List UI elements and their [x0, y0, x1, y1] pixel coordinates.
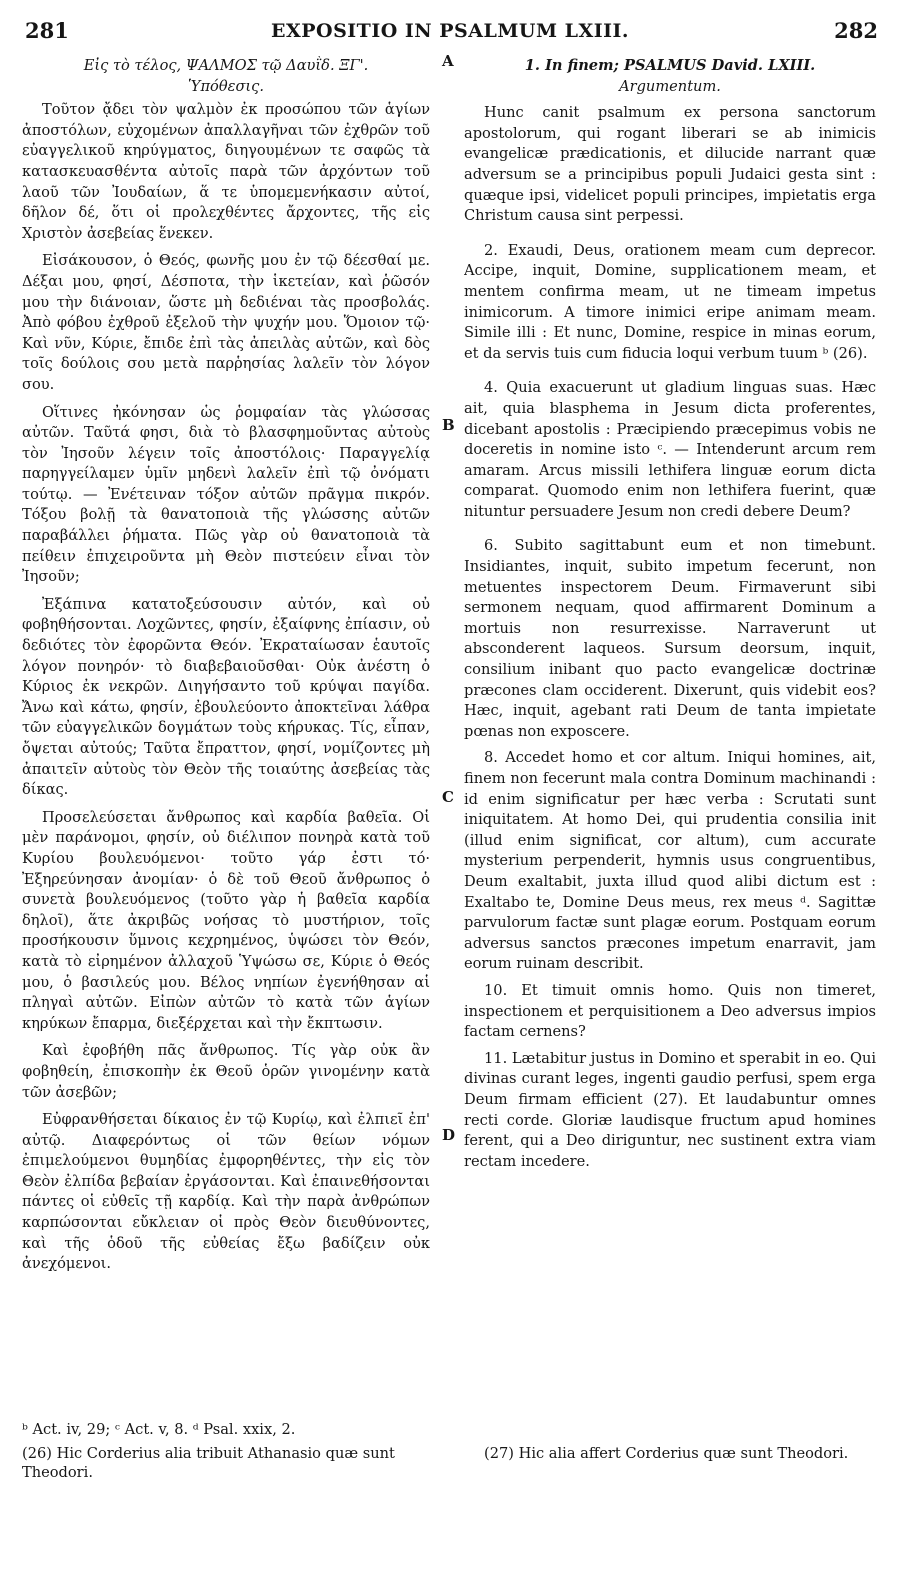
- greek-paragraph: Εἰσάκουσον, ὁ Θεός, φωνῆς μου ἐν τῷ δέεσθαί με. Δέξαι μου, φησί, Δέσποτα, τὴν ἱκετείαν, καὶ ῥῶσόν μου τὴν διάνοιαν, ὥστε μὴ δεδιέναι τὰς προσβολάς. Ἀπὸ φόβου ἐχθροῦ ἐξελοῦ τὴν ψυχήν μου. Ὅμοιον τῷ· Καὶ νῦν, Κύριε, ἔπιδε ἐπὶ τὰς ἀπειλὰς αὐτῶν, καὶ δὸς τοῖς δούλοις σου μετὰ παρῥησίας λαλεῖν τὸν λόγον σου.: [22, 252, 430, 393]
- latin-title: 1. In finem; PSALMUS David. LXIII.: [524, 57, 816, 74]
- greek-paragraph: Καὶ ἐφοβήθη πᾶς ἄνθρωπος. Τίς γὰρ οὐκ ἂν φοβηθείη, ἐπισκοπὴν ἐκ Θεοῦ ὁρῶν γινομένην κατὰ τῶν ἀσεβῶν;: [22, 1042, 430, 1101]
- greek-paragraph: Ἐξάπινα κατατοξεύσουσιν αὐτόν, καὶ οὐ φοβηθήσονται. Λοχῶντες, φησίν, ἐξαίφνης ἐπίασιν, οὐ δεδιότες τὸν ἐφορῶντα Θεόν. Ἐκραταίωσαν ἑαυτοῖς λόγον πονηρόν· τὸ διαβεβαιοῦσθαι· Οὐκ ἀνέστη ὁ Κύριος ἐκ νεκρῶν. Διηγήσαντο τοῦ κρύψαι παγίδα. Ἄνω καὶ κάτω, φησίν, ἐβουλεύοντο ἀποκτεῖναι λάθρα τῶν εὐαγγελικῶν δογμάτων τοὺς κήρυκας. Τίς, εἶπαν, ὄψεται αὐτούς; Ταῦτα ἔπραττον, φησί, νομίζοντες μὴ ἀπαιτεῖν αὐτοὺς τὸν Θεὸν τῆς τοιαύτης ἀσεβείας τὰς δίκας.: [22, 595, 430, 799]
- footnote-26: (26) Hic Corderius alia tribuit Athanasio quæ sunt Theodori.: [22, 1445, 395, 1481]
- running-title: EXPOSITIO IN PSALMUM LXIII.: [271, 20, 629, 42]
- page-header: [0, 8, 900, 42]
- latin-subtitle: Argumentum.: [619, 77, 721, 95]
- page-number-right: 282: [834, 18, 878, 43]
- greek-paragraph: Τοῦτον ᾄδει τὸν ψαλμὸν ἐκ προσώπου τῶν ἁγίων ἀποστόλων, εὐχομένων ἀπαλλαγῆναι τῶν ἐχθρῶν τοῦ εὐαγγελικοῦ κηρύγματος, διηγουμένων τε σαφῶς τὰ κατασκευασθέντα αὐτοῖς παρὰ τῶν ἀρχόντων τοῦ λαοῦ τῶν Ἰουδαίων, ἅ τε ὑπομεμενήκασιν αὐτοί, δῆλον δέ, ὅτι οἱ προλεχθέντες ἄρχοντες, τῆς εἰς Χριστὸν ἀσεβείας ἕνεκεν.: [22, 101, 430, 242]
- latin-paragraph: 2. Exaudi, Deus, orationem meam cum deprecor. Accipe, inquit, Domine, supplicationem meam, et mentem confirma meam, ut ne timeam impetus inimicorum. A timore inimici eripe animam meam. Simile illi : Et nunc, Domine, respice in minas eorum, et da servis tuis cum fiducia loqui verbum tuum ᵇ (26).: [464, 241, 876, 362]
- footnote-27: (27) Hic alia affert Corderius quæ sunt Theodori.: [484, 1445, 849, 1462]
- margin-letter-d: D: [442, 1126, 456, 1144]
- greek-column: [22, 56, 430, 1414]
- margin-letter-c: C: [442, 788, 454, 806]
- margin-letter-b: B: [442, 416, 455, 434]
- latin-paragraph: 10. Et timuit omnis homo. Quis non timeret, inspectionem et perquisitionem a Deo adversus impios factam cernens?: [464, 981, 876, 1041]
- margin-letter-a: A: [442, 52, 454, 70]
- latin-paragraph: 4. Quia exacuerunt ut gladium linguas suas. Hæc ait, quia blasphema in Jesum dicta proferentes, dicebant apostolis : Præcipiendo præcepimus vobis ne doceretis in nomine isto ᶜ. — Intenderunt arcum rem amaram. Arcus missili lethifera linguæ eorum dicta comparat. Quomodo enim non lethifera fuerint, quæ nituntur persuadere Jesum non credi debere Deum?: [464, 379, 876, 520]
- latin-paragraph: Hunc canit psalmum ex persona sanctorum apostolorum, qui rogant liberari se ab inimicis evangelicæ prædicationis, et dilucide narrant quæ adversum se a principibus populi Judaici gesta sint : quæque ipsi, videlicet populi principes, impietatis erga Christum causa sint perpessi.: [464, 104, 876, 225]
- greek-subtitle: Ὑπόθεσις.: [188, 77, 264, 95]
- footnote-references: ᵇ Act. iv, 29; ᶜ Act. v, 8. ᵈ Psal. xxix, 2.: [22, 1421, 296, 1438]
- latin-paragraph: 6. Subito sagittabunt eum et non timebunt. Insidiantes, inquit, subito impetum fecerunt, non metuentes inspectorem Deum. Firmaverunt sibi sermonem nequam, quod affirmarent Dominum a mortuis non resurrexisse. Narraverunt ut absconderent laqueos. Sursum deorsum, inquit, consilium inibant quo pacto evangelicæ doctrinæ præcones clam occiderent. Dixerunt, quis videbit eos? Hæc, inquit, agebant rati Deum de tanta impietate pœnas non exposcere.: [464, 537, 876, 740]
- greek-paragraph: Εὐφρανθήσεται δίκαιος ἐν τῷ Κυρίῳ, καὶ ἐλπιεῖ ἐπ' αὐτῷ. Διαφερόντως οἱ τῶν θείων νόμων ἐπιμελούμενοι θυμηδίας ἐμφορηθέντες, τὴν εἰς τὸν Θεὸν ἐλπίδα βεβαίαν ἐργάσονται. Καὶ ἐπαινεθήσονται πάντες οἱ εὐθεῖς τῇ καρδίᾳ. Καὶ τὴν παρὰ ἀνθρώπων καρπώσονται εὔκλειαν οἱ πρὸς Θεὸν διευθύνοντες, καὶ τῆς ὁδοῦ τῆς εὐθείας ἔξω βαδίζειν οὐκ ἀνεχόμενοι.: [22, 1111, 430, 1273]
- latin-paragraph: 8. Accedet homo et cor altum. Iniqui homines, ait, finem non fecerunt mala contra Dominum machinandi : id enim significatur per hæc verba : Scrutati sunt iniquitatem. At homo Dei, qui prudentia consilia init (illud enim significat, cor altum), cum accurate mysterium perpenderit, hymnis usus congruentibus, Deum exaltabit, juxta illud quod alibi dictum est : Exaltabo te, Domine Deus meus, rex meus ᵈ. Sagittæ parvulorum factæ sunt plagæ eorum. Postquam eorum adversus sanctos præcones impetum enarravit, jam eorum ruinam describit.: [464, 749, 876, 973]
- page-number-left: 281: [25, 18, 69, 43]
- latin-column: [464, 56, 876, 1414]
- greek-paragraph: Οἵτινες ἠκόνησαν ὡς ῥομφαίαν τὰς γλώσσας αὐτῶν. Ταῦτά φησι, διὰ τὸ βλασφημοῦντας αὐτοὺς τὸν Ἰησοῦν λέγειν τοῖς ἀποστόλοις· Παραγγελίᾳ παρηγγείλαμεν ὑμῖν μηδενὶ λαλεῖν ἐπὶ τῷ ὀνόματι τούτῳ. — Ἐνέτειναν τόξον αὐτῶν πρᾶγμα πικρόν. Τόξου βολῇ τὰ θανατοποιὰ τῆς γλώσσης αὐτῶν παραβάλλει ῥήματα. Πῶς γὰρ οὐ θανατοποιὰ τὰ πείθειν ἐπιχειροῦντα μὴ Θεὸν πιστεύειν εἶναι τὸν Ἰησοῦν;: [22, 403, 430, 586]
- greek-paragraph: Προσελεύσεται ἄνθρωπος καὶ καρδία βαθεῖα. Οἱ μὲν παράνομοι, φησίν, οὐ διέλιπον πονηρὰ κατὰ τοῦ Κυρίου βουλευόμενοι· τοῦτο γάρ ἐστι τό· Ἐξηρεύνησαν ἀνομίαν· ὁ δὲ τοῦ Θεοῦ ἄνθρωπος ὁ συνετὰ βουλευόμενος (τοῦτο γὰρ ἡ βαθεῖα καρδία δηλοῖ), ἅτε ἀκριβῶς νοήσας τὸ μυστήριον, τοῖς προσήκουσιν ὕμνοις κεχρημένος, ὑψώσει τὸν Θεόν, κατὰ τὸ εἰρημένον ἀλλαχοῦ Ὑψώσω σε, Κύριε ὁ Θεός μου, ὁ βασιλεύς μου. Βέλος νηπίων ἐγενήθησαν αἱ πληγαὶ αὐτῶν. Εἰπὼν αὐτῶν τὸ κατὰ τῶν ἁγίων κηρύκων ἔπαρμα, διεξέρχεται καὶ τὴν ἔκπτωσιν.: [22, 808, 430, 1032]
- latin-paragraph: 11. Lætabitur justus in Domino et sperabit in eo. Qui divinas curant leges, ingenti gaudio perfusi, spem erga Deum firmam efficient (27). Et laudabuntur omnes recti corde. Gloriæ laudisque fructum apud homines ferent, qui a Deo diriguntur, nec sustinent extra viam rectam incedere.: [464, 1049, 876, 1170]
- greek-title: Εἰς τὸ τέλος, ΨΑΛΜΟΣ τῷ Δαυῒδ. ΞΓ'.: [83, 57, 369, 74]
